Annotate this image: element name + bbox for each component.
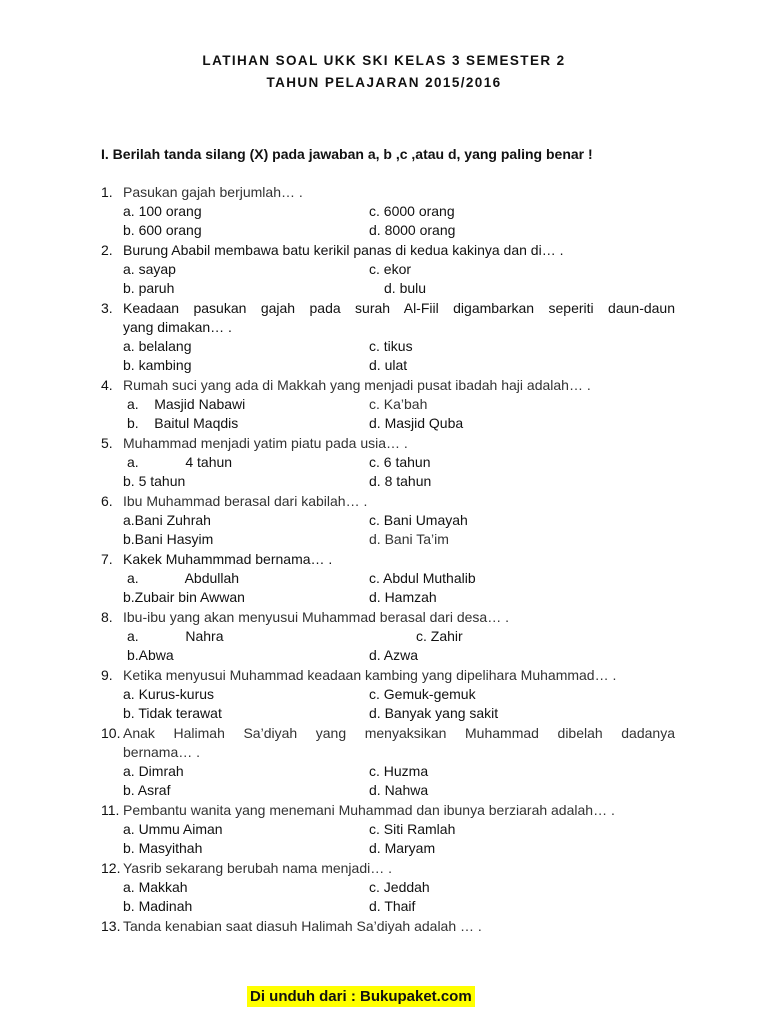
question-number: 11.: [101, 802, 120, 818]
document-subtitle: TAHUN PELAJARAN 2015/2016: [266, 75, 502, 90]
option-c: c. Jeddah: [369, 879, 430, 895]
option-c: c. Zahir: [416, 628, 463, 644]
question-number: 3.: [101, 300, 113, 316]
option-b: b.Bani Hasyim: [123, 531, 214, 547]
option-b: b. Madinah: [123, 898, 193, 914]
option-d: d. Nahwa: [369, 782, 429, 798]
question-text: Ketika menyusui Muhammad keadaan kambing yang dipelihara Muhammad… .: [123, 667, 617, 683]
download-source-banner: Di unduh dari : Bukupaket.com: [247, 986, 475, 1007]
option-a: a. Dimrah: [123, 763, 184, 779]
option-c: c. 6000 orang: [369, 203, 455, 219]
question-number: 5.: [101, 435, 113, 451]
question-number: 4.: [101, 377, 113, 393]
option-d: d. 8000 orang: [369, 222, 456, 238]
question-number: 8.: [101, 609, 113, 625]
option-a: a. sayap: [123, 261, 176, 277]
option-a: a. Ummu Aiman: [123, 821, 223, 837]
question-number: 7.: [101, 551, 113, 567]
option-b: b. 5 tahun: [123, 473, 186, 489]
question-text: Kakek Muhammmad bernama… .: [123, 551, 333, 567]
option-d: d. Maryam: [369, 840, 436, 856]
option-c: c. 6 tahun: [369, 454, 431, 470]
question-number: 10.: [101, 725, 121, 741]
option-a: a. Abdullah: [127, 570, 240, 586]
question-text: Yasrib sekarang berubah nama menjadi… .: [123, 860, 393, 876]
option-a: a. Kurus-kurus: [123, 686, 215, 702]
question-text: Pembantu wanita yang menemani Muhammad dan ibunya berziarah adalah… .: [123, 802, 615, 818]
option-a: a. belalang: [123, 338, 192, 354]
option-b: b. kambing: [123, 357, 192, 373]
question-text: Muhammad menjadi yatim piatu pada usia… .: [123, 435, 408, 451]
option-b: b. Tidak terawat: [123, 705, 222, 721]
question-text: Anak Halimah Sa’diyah yang menyaksikan Muhammad dibelah dadanya: [123, 725, 675, 741]
option-c: c. Huzma: [369, 763, 429, 779]
option-c: c. Siti Ramlah: [369, 821, 456, 837]
question-number: 1.: [101, 184, 113, 200]
option-d: d. Bani Ta’im: [369, 531, 449, 547]
option-d: d. 8 tahun: [369, 473, 432, 489]
question-number: 2.: [101, 242, 113, 258]
question-text: Pasukan gajah berjumlah… .: [123, 184, 303, 200]
question-number: 6.: [101, 493, 113, 509]
question-text-continued: yang dimakan… .: [123, 319, 232, 335]
question-number: 9.: [101, 667, 113, 683]
option-c: c. Bani Umayah: [369, 512, 468, 528]
option-d: d. bulu: [384, 280, 427, 296]
option-a: a. Makkah: [123, 879, 188, 895]
question-text: Ibu-ibu yang akan menyusui Muhammad berasal dari desa… .: [123, 609, 509, 625]
question-text: Rumah suci yang ada di Makkah yang menjadi pusat ibadah haji adalah… .: [123, 377, 591, 393]
option-c: c. ekor: [369, 261, 412, 277]
option-a: a.Bani Zuhrah: [123, 512, 211, 528]
option-d: d. Masjid Quba: [369, 415, 464, 431]
option-d: d. Banyak yang sakit: [369, 705, 499, 721]
option-b: b. 600 orang: [123, 222, 202, 238]
option-b: b.Abwa: [127, 647, 174, 663]
option-c: c. tikus: [369, 338, 413, 354]
option-d: d. Azwa: [369, 647, 419, 663]
option-b: b. Asraf: [123, 782, 171, 798]
option-b: b. Masyithah: [123, 840, 203, 856]
option-c: c. Gemuk-gemuk: [369, 686, 476, 702]
question-text: Tanda kenabian saat diasuh Halimah Sa’diyah adalah … .: [123, 918, 482, 934]
instruction: I. Berilah tanda silang (X) pada jawaban a, b ,c ,atau d, yang paling benar !: [101, 146, 593, 162]
option-d: d. Thaif: [369, 898, 416, 914]
option-d: d. Hamzah: [369, 589, 437, 605]
option-c: c. Ka’bah: [369, 396, 428, 412]
question-number: 13.: [101, 918, 121, 934]
question-text: Keadaan pasukan gajah pada surah Al-Fiil digambarkan seperiti daun-daun: [123, 300, 675, 316]
option-a: a. 100 orang: [123, 203, 202, 219]
document-title: LATIHAN SOAL UKK SKI KELAS 3 SEMESTER 2: [202, 53, 566, 68]
option-b: b. paruh: [123, 280, 175, 296]
question-number: 12.: [101, 860, 121, 876]
option-b: b. Baitul Maqdis: [127, 415, 239, 431]
question-text: Ibu Muhammad berasal dari kabilah… .: [123, 493, 368, 509]
question-text-continued: bernama… .: [123, 744, 201, 760]
question-text: Burung Ababil membawa batu kerikil panas di kedua kakinya dan di… .: [123, 242, 564, 258]
option-c: c. Abdul Muthalib: [369, 570, 476, 586]
option-a: a. 4 tahun: [127, 454, 233, 470]
option-d: d. ulat: [369, 357, 408, 373]
option-a: a. Nahra: [127, 628, 224, 644]
option-a: a. Masjid Nabawi: [127, 396, 246, 412]
option-b: b.Zubair bin Awwan: [123, 589, 245, 605]
